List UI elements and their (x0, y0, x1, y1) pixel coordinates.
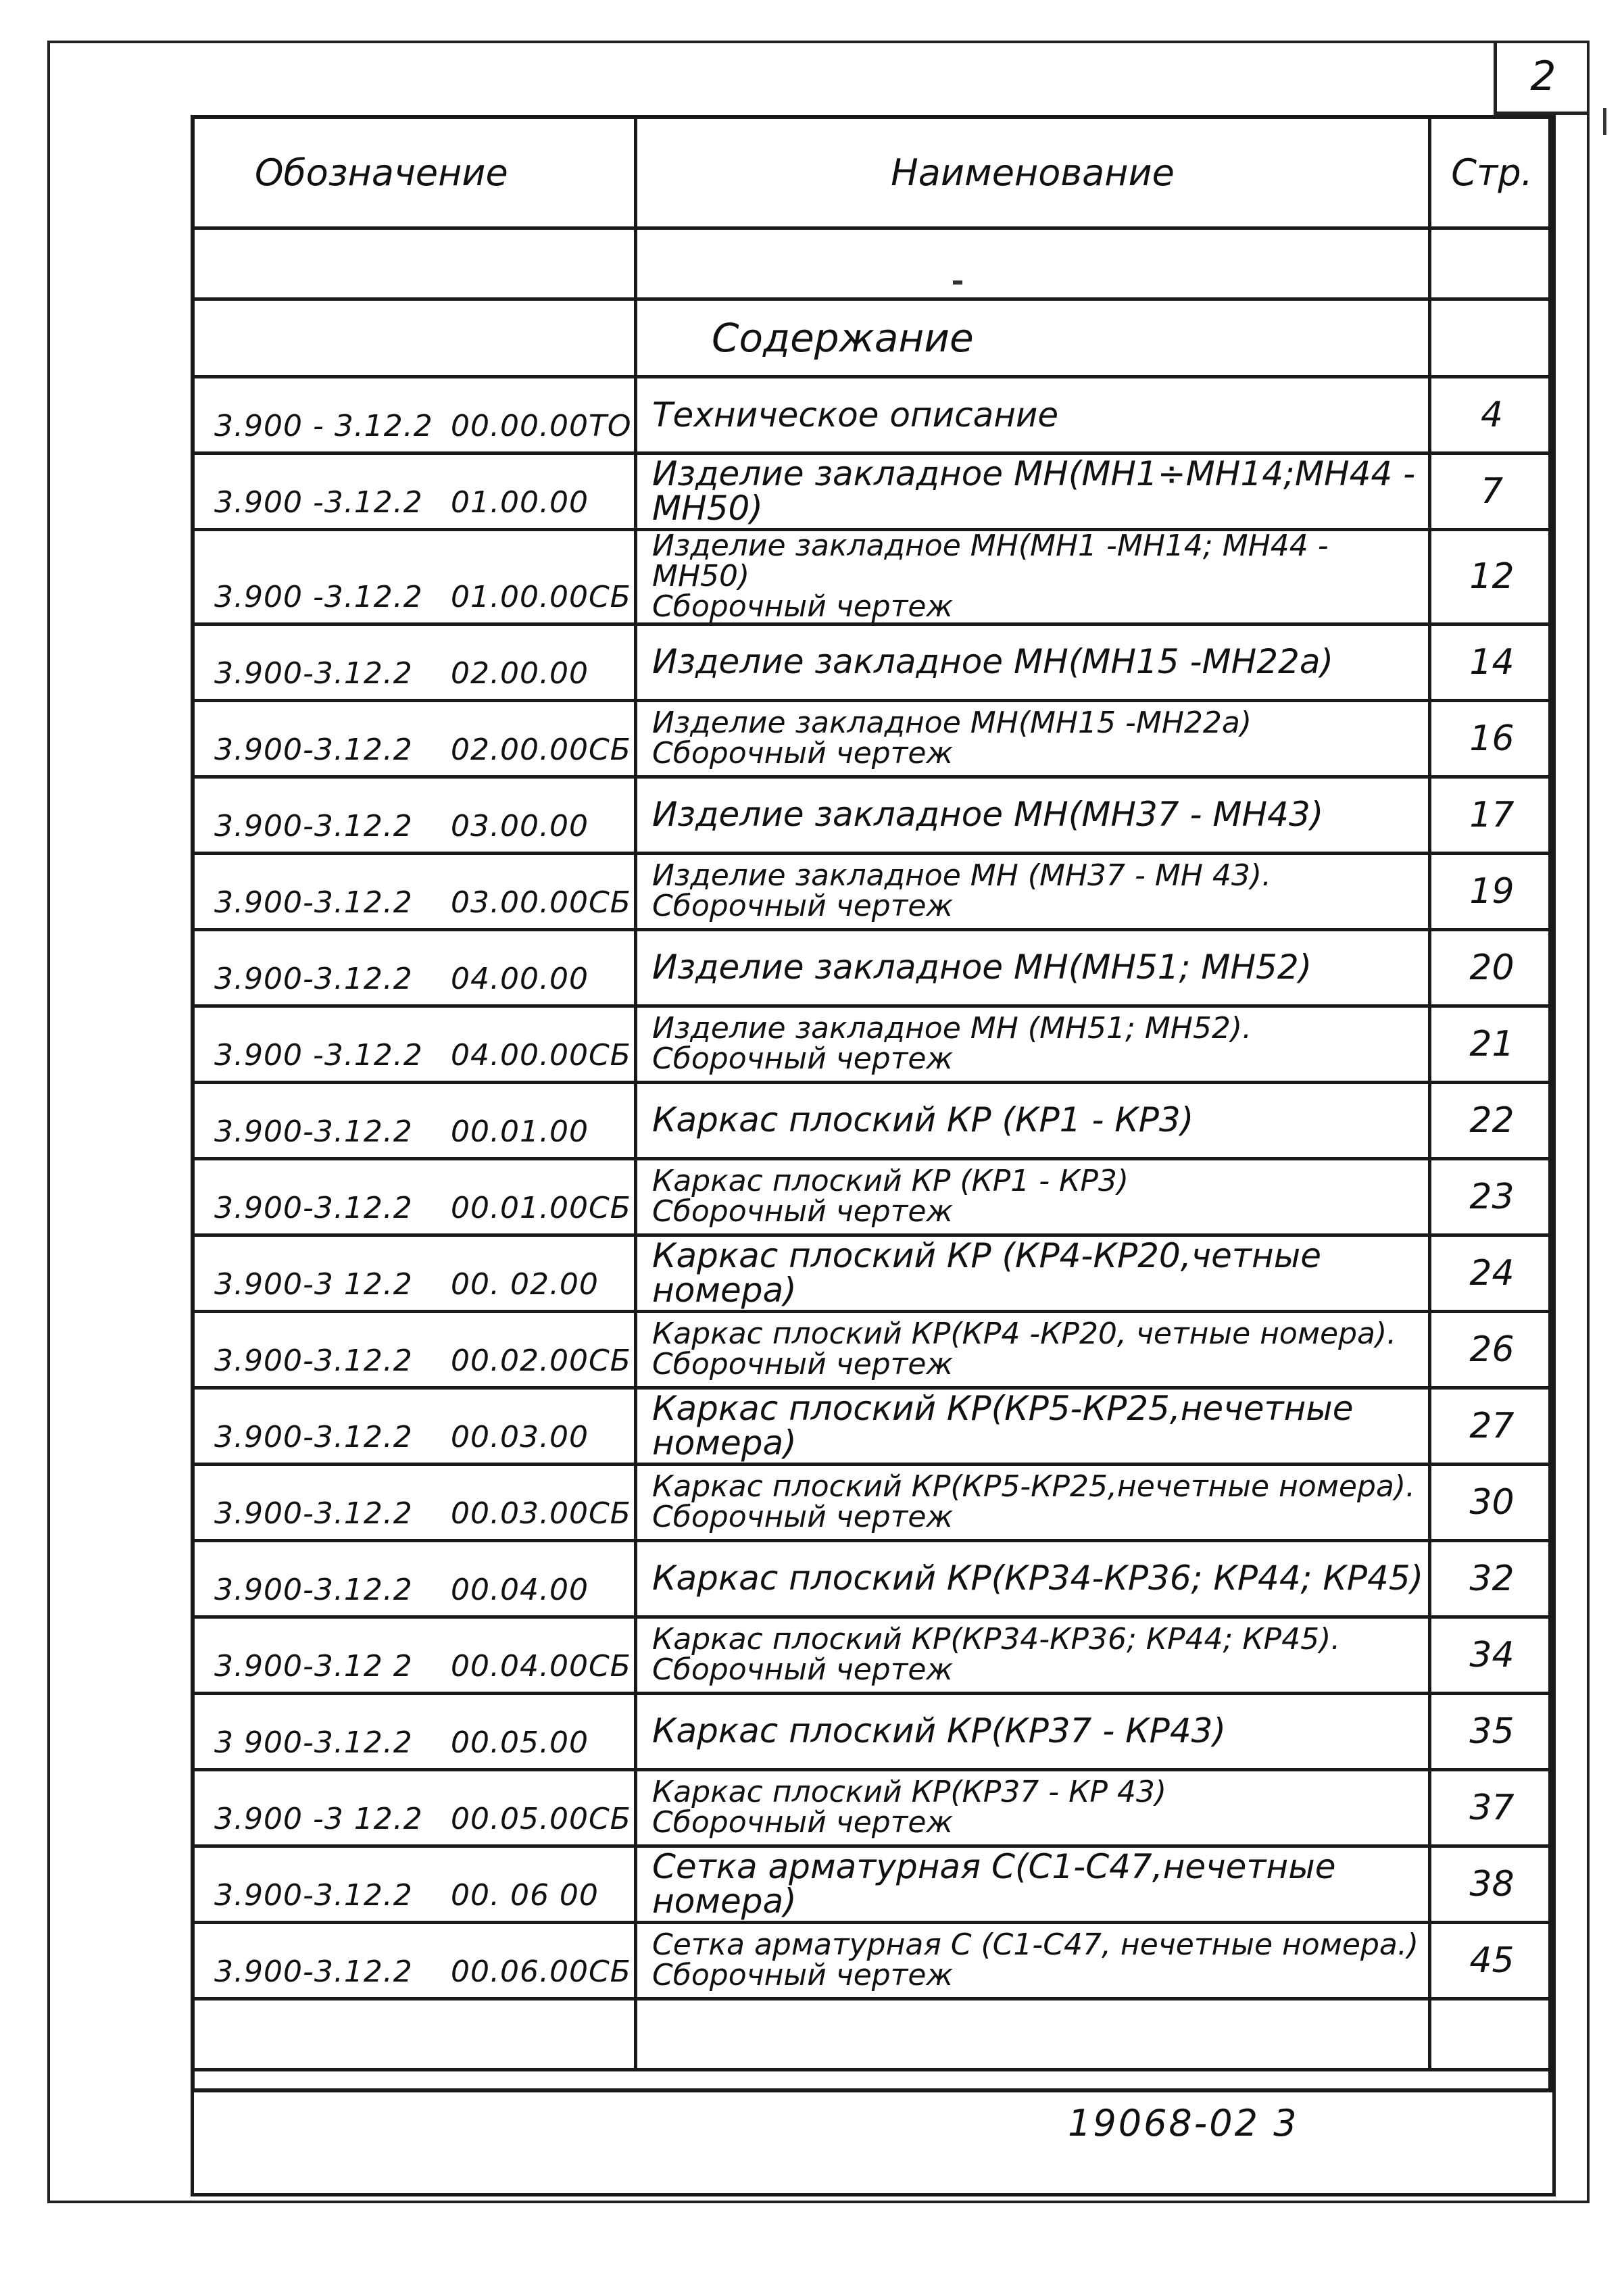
designation-cell (193, 1617, 636, 1693)
table-header-row (193, 117, 1554, 228)
item-name: Сетка арматурная С (С1-С47, нечетные номера.) (652, 1927, 1419, 1962)
designation-cell (193, 853, 636, 929)
designation-cell (193, 377, 636, 453)
designation-series: 3.900-3.12.2 (214, 1419, 413, 1454)
page-number: 2 (1530, 52, 1556, 100)
designation-series: 3.900-3.12.2 (214, 885, 413, 920)
table-row (193, 1388, 1554, 1464)
designation-series: 3.900 -3.12.2 (214, 485, 423, 520)
item-name: Каркас плоский КР(КР34-КР36; КР44; КР45) (652, 1558, 1424, 1598)
footer-document-code: 19068-02 3 (1068, 2102, 1299, 2144)
designation-cell (193, 1311, 636, 1388)
name-cell (636, 700, 1430, 777)
designation-cell (193, 530, 636, 624)
table-row (193, 1617, 1554, 1693)
page-cell: 37 (1430, 1769, 1554, 1846)
name-cell (636, 1464, 1430, 1540)
designation-cell (193, 1235, 636, 1311)
page-cell: 26 (1430, 1311, 1554, 1388)
designation-number: 00.01.00 (451, 1114, 589, 1149)
page-cell: 16 (1430, 700, 1554, 777)
table-row (193, 777, 1554, 853)
designation-cell (193, 700, 636, 777)
item-name: Каркас плоский КР (КР4-КР20,четные номера) (652, 1235, 1321, 1310)
designation-series: 3.900-3.12.2 (214, 1114, 413, 1149)
name-cell (636, 453, 1430, 530)
page-cell: 23 (1430, 1158, 1554, 1235)
name-cell (636, 1540, 1430, 1617)
designation-series: 3.900-3.12.2 (214, 732, 413, 767)
table-row (193, 1693, 1554, 1769)
designation-series: 3 900-3.12.2 (214, 1725, 413, 1760)
designation-number: 00.04.00СБ (451, 1648, 631, 1684)
designation-series: 3.900-3.12.2 (214, 1572, 413, 1607)
designation-number: 03.00.00СБ (451, 885, 631, 920)
table-row (193, 624, 1554, 700)
item-subtitle: Сборочный чертеж (652, 1805, 954, 1840)
name-cell (636, 1082, 1430, 1158)
page-cell: 14 (1430, 624, 1554, 700)
designation-number: 01.00.00 (451, 485, 589, 520)
name-cell (636, 1846, 1430, 1922)
name-cell (636, 1006, 1430, 1082)
designation-series: 3.900-3.12.2 (214, 656, 413, 691)
table-row (193, 853, 1554, 929)
item-subtitle: Сборочный чертеж (652, 888, 954, 923)
page-cell: 21 (1430, 1006, 1554, 1082)
table-row (193, 700, 1554, 777)
name-cell (636, 1311, 1430, 1388)
designation-number: 00.05.00СБ (451, 1801, 631, 1836)
item-name: Изделие закладное МН(МН15 -МН22а) (652, 705, 1252, 740)
designation-number: 00.04.00 (451, 1572, 589, 1607)
item-name: Каркас плоский КР(КР37 - КР43) (652, 1711, 1226, 1751)
table-row (193, 1769, 1554, 1846)
section-title: Содержание (636, 299, 1430, 377)
designation-series: 3.900-3.12.2 (214, 1877, 413, 1913)
table-row (193, 1464, 1554, 1540)
designation-number: 00. 06 00 (451, 1877, 599, 1913)
name-cell (636, 1769, 1430, 1846)
page-cell: 45 (1430, 1922, 1554, 1998)
item-name: Каркас плоский КР(КР5-КР25,нечетные номера). (652, 1469, 1416, 1504)
item-name: Каркас плоский КР(КР37 - КР 43) (652, 1774, 1167, 1809)
designation-series: 3.900-3.12.2 (214, 1496, 413, 1531)
designation-cell (193, 1693, 636, 1769)
item-subtitle: Сборочный чертеж (652, 1652, 954, 1687)
item-name: Изделие закладное МН (МН51; МН52). (652, 1010, 1252, 1046)
designation-series: 3.900-3.12.2 (214, 1954, 413, 1989)
name-cell (636, 1235, 1430, 1311)
designation-series: 3.900-3.12.2 (214, 961, 413, 996)
table-row (193, 1158, 1554, 1235)
page-cell: 34 (1430, 1617, 1554, 1693)
page-cell: 35 (1430, 1693, 1554, 1769)
name-cell (636, 377, 1430, 453)
page-number-box (1494, 41, 1590, 115)
name-cell (636, 1693, 1430, 1769)
page-cell: 32 (1430, 1540, 1554, 1617)
designation-number: 00. 02.00 (451, 1267, 599, 1302)
designation-cell (193, 453, 636, 530)
page-cell: 19 (1430, 853, 1554, 929)
table-row (193, 1846, 1554, 1922)
table-row (193, 1082, 1554, 1158)
item-subtitle: Сборочный чертеж (652, 1957, 954, 1992)
table-row (193, 929, 1554, 1006)
page-cell: 38 (1430, 1846, 1554, 1922)
designation-series: 3.900-3.12.2 (214, 1343, 413, 1378)
designation-series: 3.900 -3 12.2 (214, 1801, 423, 1836)
name-cell (636, 777, 1430, 853)
page-cell: 12 (1430, 530, 1554, 624)
designation-number: 00.02.00СБ (451, 1343, 631, 1378)
designation-cell (193, 1082, 636, 1158)
item-subtitle: Сборочный чертеж (652, 1041, 954, 1076)
designation-number: 00.05.00 (451, 1725, 589, 1760)
table-row (193, 1922, 1554, 1998)
designation-series: 3.900-3 12.2 (214, 1267, 413, 1302)
designation-cell (193, 1540, 636, 1617)
name-cell (636, 929, 1430, 1006)
designation-number: 02.00.00СБ (451, 732, 631, 767)
contents-table (191, 115, 1556, 2196)
designation-number: 04.00.00 (451, 961, 589, 996)
item-name: Изделие закладное МН(МН37 - МН43) (652, 795, 1324, 835)
item-subtitle: Сборочный чертеж (652, 1499, 954, 1534)
page-cell: 30 (1430, 1464, 1554, 1540)
page-cell: 17 (1430, 777, 1554, 853)
item-subtitle: Сборочный чертеж (652, 1194, 954, 1229)
item-name: Изделие закладное МН (МН37 - МН 43). (652, 858, 1272, 893)
header-designation: Обозначение (193, 117, 636, 228)
designation-number: 01.00.00СБ (451, 579, 631, 614)
designation-number: 00.03.00СБ (451, 1496, 631, 1531)
item-name: Каркас плоский КР(КР5-КР25,нечетные номера) (652, 1388, 1354, 1463)
designation-cell (193, 624, 636, 700)
item-subtitle: Сборочный чертеж (652, 735, 954, 770)
table-row (193, 1235, 1554, 1311)
page-cell: 22 (1430, 1082, 1554, 1158)
designation-series: 3.900 -3.12.2 (214, 1037, 423, 1073)
table-row (193, 530, 1554, 624)
designation-series: 3.900-3.12.2 (214, 1190, 413, 1225)
designation-number: 00.01.00СБ (451, 1190, 631, 1225)
scan-mark (1603, 108, 1606, 135)
table-row (193, 453, 1554, 530)
page-cell: 20 (1430, 929, 1554, 1006)
designation-cell (193, 929, 636, 1006)
blank-row (193, 1998, 1554, 2069)
table-row (193, 1311, 1554, 1388)
table-row (193, 1006, 1554, 1082)
name-cell (636, 1158, 1430, 1235)
page-cell: 7 (1430, 453, 1554, 530)
header-name: Наименование (636, 117, 1430, 228)
item-name: Изделие закладное МН(МН15 -МН22а) (652, 642, 1334, 682)
designation-number: 04.00.00СБ (451, 1037, 631, 1073)
designation-cell (193, 1846, 636, 1922)
item-name: Каркас плоский КР (КР1 - КР3) (652, 1100, 1194, 1140)
designation-cell (193, 1922, 636, 1998)
footer-blank-area (193, 2069, 1554, 2194)
designation-cell (193, 1769, 636, 1846)
item-name: Изделие закладное МН(МН51; МН52) (652, 948, 1312, 987)
designation-cell (193, 1158, 636, 1235)
item-name: Каркас плоский КР (КР1 - КР3) (652, 1163, 1129, 1198)
item-name: Техническое описание (652, 395, 1059, 435)
item-subtitle: Сборочный чертеж (652, 589, 954, 624)
header-page: Стр. (1430, 117, 1554, 228)
designation-number: 02.00.00 (451, 656, 589, 691)
page-cell: 4 (1430, 377, 1554, 453)
item-name: Сетка арматурная С(С1-С47,нечетные номера) (652, 1846, 1336, 1921)
table-row (193, 377, 1554, 453)
designation-series: 3.900-3.12 2 (214, 1648, 413, 1684)
section-row (193, 299, 1554, 377)
item-name: Изделие закладное МН(МН1÷МН14;МН44 - МН50) (652, 454, 1416, 528)
designation-cell (193, 1464, 636, 1540)
item-name: Каркас плоский КР(КР4 -КР20, четные номера). (652, 1316, 1397, 1351)
name-cell (636, 624, 1430, 700)
scan-mark (953, 280, 962, 285)
page-cell: 27 (1430, 1388, 1554, 1464)
designation-number: 00.03.00 (451, 1419, 589, 1454)
name-cell (636, 853, 1430, 929)
designation-series: 3.900 -3.12.2 (214, 579, 423, 614)
designation-cell (193, 777, 636, 853)
designation-number: 00.00.00ТО (451, 409, 632, 443)
designation-cell (193, 1388, 636, 1464)
designation-series: 3.900 - 3.12.2 (214, 409, 433, 443)
designation-series: 3.900-3.12.2 (214, 808, 413, 843)
item-subtitle: Сборочный чертеж (652, 1346, 954, 1381)
item-name: Каркас плоский КР(КР34-КР36; КР44; КР45). (652, 1621, 1341, 1656)
name-cell (636, 1922, 1430, 1998)
name-cell (636, 1617, 1430, 1693)
item-name: Изделие закладное МН(МН1 -МН14; МН44 - МН50) (652, 529, 1329, 593)
page-cell: 24 (1430, 1235, 1554, 1311)
table-row (193, 1540, 1554, 1617)
name-cell (636, 530, 1430, 624)
blank-row (193, 228, 1554, 299)
designation-number: 03.00.00 (451, 808, 589, 843)
designation-number: 00.06.00СБ (451, 1954, 631, 1989)
name-cell (636, 1388, 1430, 1464)
designation-cell (193, 1006, 636, 1082)
